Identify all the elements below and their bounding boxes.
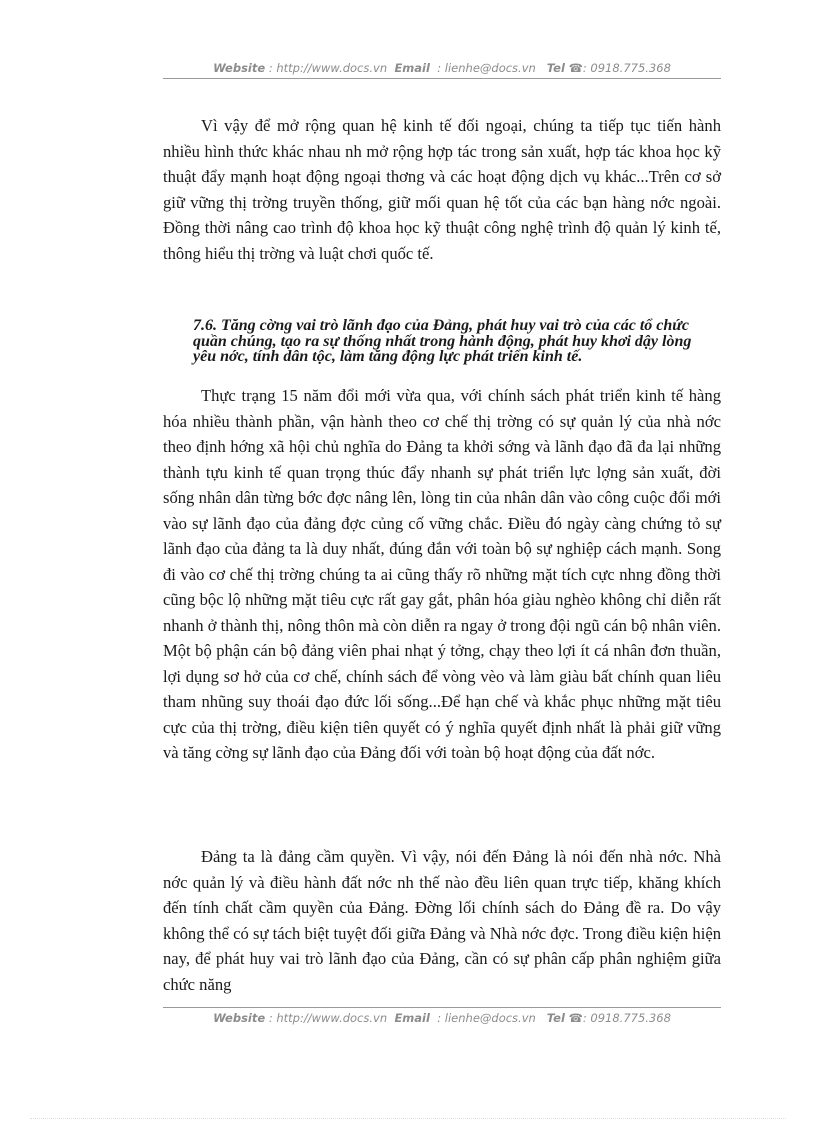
- footer-rule: [163, 1007, 721, 1008]
- footer-website-link[interactable]: http://www.docs.vn: [276, 1011, 388, 1025]
- section-heading: 7.6. Tăng cờng vai trò lãnh đạo của Đảng, phát huy vai trò của các tổ chức quần chúng, tạo ra sự thống nhất trong hành động, phát huy khơi dậy lòng yêu nớc, tính dân tộc, làm tăng động lực phát triển kinh tế.: [193, 317, 692, 365]
- footer-tel-value: 0918.775.368: [590, 1011, 671, 1025]
- page-bottom-edge: [30, 1118, 786, 1119]
- phone-icon: ☎: [568, 1011, 583, 1025]
- header-tel-label: Tel: [546, 61, 565, 75]
- body-paragraph-3: Đảng ta là đảng cầm quyền. Vì vậy, nói đến Đảng là nói đến nhà nớc. Nhà nớc quản lý và điều hành đất nớc nh thế nào đều liên quan trực tiếp, khăng khích đến tính chất cầm quyền của Đảng. Đờng lối chính sách do Đảng đề ra. Do vậy không thể có sự tách biệt tuyệt đối giữa Đảng và Nhà nớc đợc. Trong điều kiện hiện nay, để phát huy vai trò lãnh đạo của Đảng, cần có sự phân cấp phân nghiệm giữa chức năng: [163, 847, 721, 994]
- header-email-label: Email: [394, 61, 430, 75]
- footer-website-label: Website: [213, 1011, 266, 1025]
- footer-email-label: Email: [394, 1011, 430, 1025]
- header-website-link[interactable]: http://www.docs.vn: [276, 61, 388, 75]
- footer-tel-label: Tel: [546, 1011, 565, 1025]
- body-paragraph-2: Thực trạng 15 năm đổi mới vừa qua, với chính sách phát triển kinh tế hàng hóa nhiều thành phần, vận hành theo cơ chế thị trờng có sự quản lý của nhà nớc theo định hớng xã hội chủ nghĩa do Đảng ta khởi sớng và lãnh đạo đã đa lại những thành tựu kinh tế quan trọng thúc đẩy nhanh sự phát triển lực lợng sản xuất, đời sống nhân dân từng bớc đợc nâng lên, lòng tin của nhân dân vào công cuộc đổi mới vào sự lãnh đạo của đảng đợc củng cố vững chắc. Điều đó ngày càng chứng tỏ sự lãnh đạo của đảng ta là duy nhất, đúng đắn với toàn bộ sự nghiệp cách mạnh. Song đi vào cơ chế thị trờng chúng ta ai cũng thấy rõ những mặt tích cực nhng đồng thời cũng bộc lộ những mặt tiêu cực rất gay gắt, phân hóa giàu nghèo không chỉ diễn rất nhanh ở thành thị, nông thôn mà còn diễn ra ngay ở trong đội ngũ cán bộ nhân viên. Một bộ phận cán bộ đảng viên phai nhạt ý tởng, chạy theo lợi ít cá nhân đơn thuần, lợi dụng sơ hở của cơ chế, chính sách để vòng vèo và làm giàu bất chính quan liêu tham nhũng suy thoái đạo đức lối sống...Để hạn chế và khắc phục những mặt tiêu cực của thị trờng, điều kiện tiên quyết có ý nghĩa quyết định nhất là phải giữ vững và tăng cờng sự lãnh đạo của Đảng đối với toàn bộ hoạt động của đất nớc.: [163, 386, 721, 762]
- header-tel-value: 0918.775.368: [590, 61, 671, 75]
- header-email-link[interactable]: lienhe@docs.vn: [444, 61, 536, 75]
- footer-email-link[interactable]: lienhe@docs.vn: [444, 1011, 536, 1025]
- phone-icon: ☎: [568, 61, 583, 75]
- page-footer: Website : http://www.docs.vn Email : lienhe@docs.vn Tel ☎: 0918.775.368: [213, 1011, 671, 1025]
- page-header: Website : http://www.docs.vn Email : lienhe@docs.vn Tel ☎: 0918.775.368: [213, 61, 671, 75]
- body-paragraph-1: Vì vậy để mở rộng quan hệ kinh tế đối ngoại, chúng ta tiếp tục tiến hành nhiều hình thức khác nhau nh mở rộng hợp tác trong sản xuất, hợp tác khoa học kỹ thuật đẩy mạnh hoạt động ngoại thơng và các hoạt động dịch vụ khác...Trên cơ sở giữ vững thị trờng truyền thống, giữ mối quan hệ tốt của các bạn hàng nớc ngoài. Đồng thời nâng cao trình độ khoa học kỹ thuật công nghệ trình độ quản lý kinh tế, thông hiểu thị trờng và luật chơi quốc tế.: [163, 116, 721, 263]
- header-website-label: Website: [213, 61, 266, 75]
- header-rule: [163, 78, 721, 79]
